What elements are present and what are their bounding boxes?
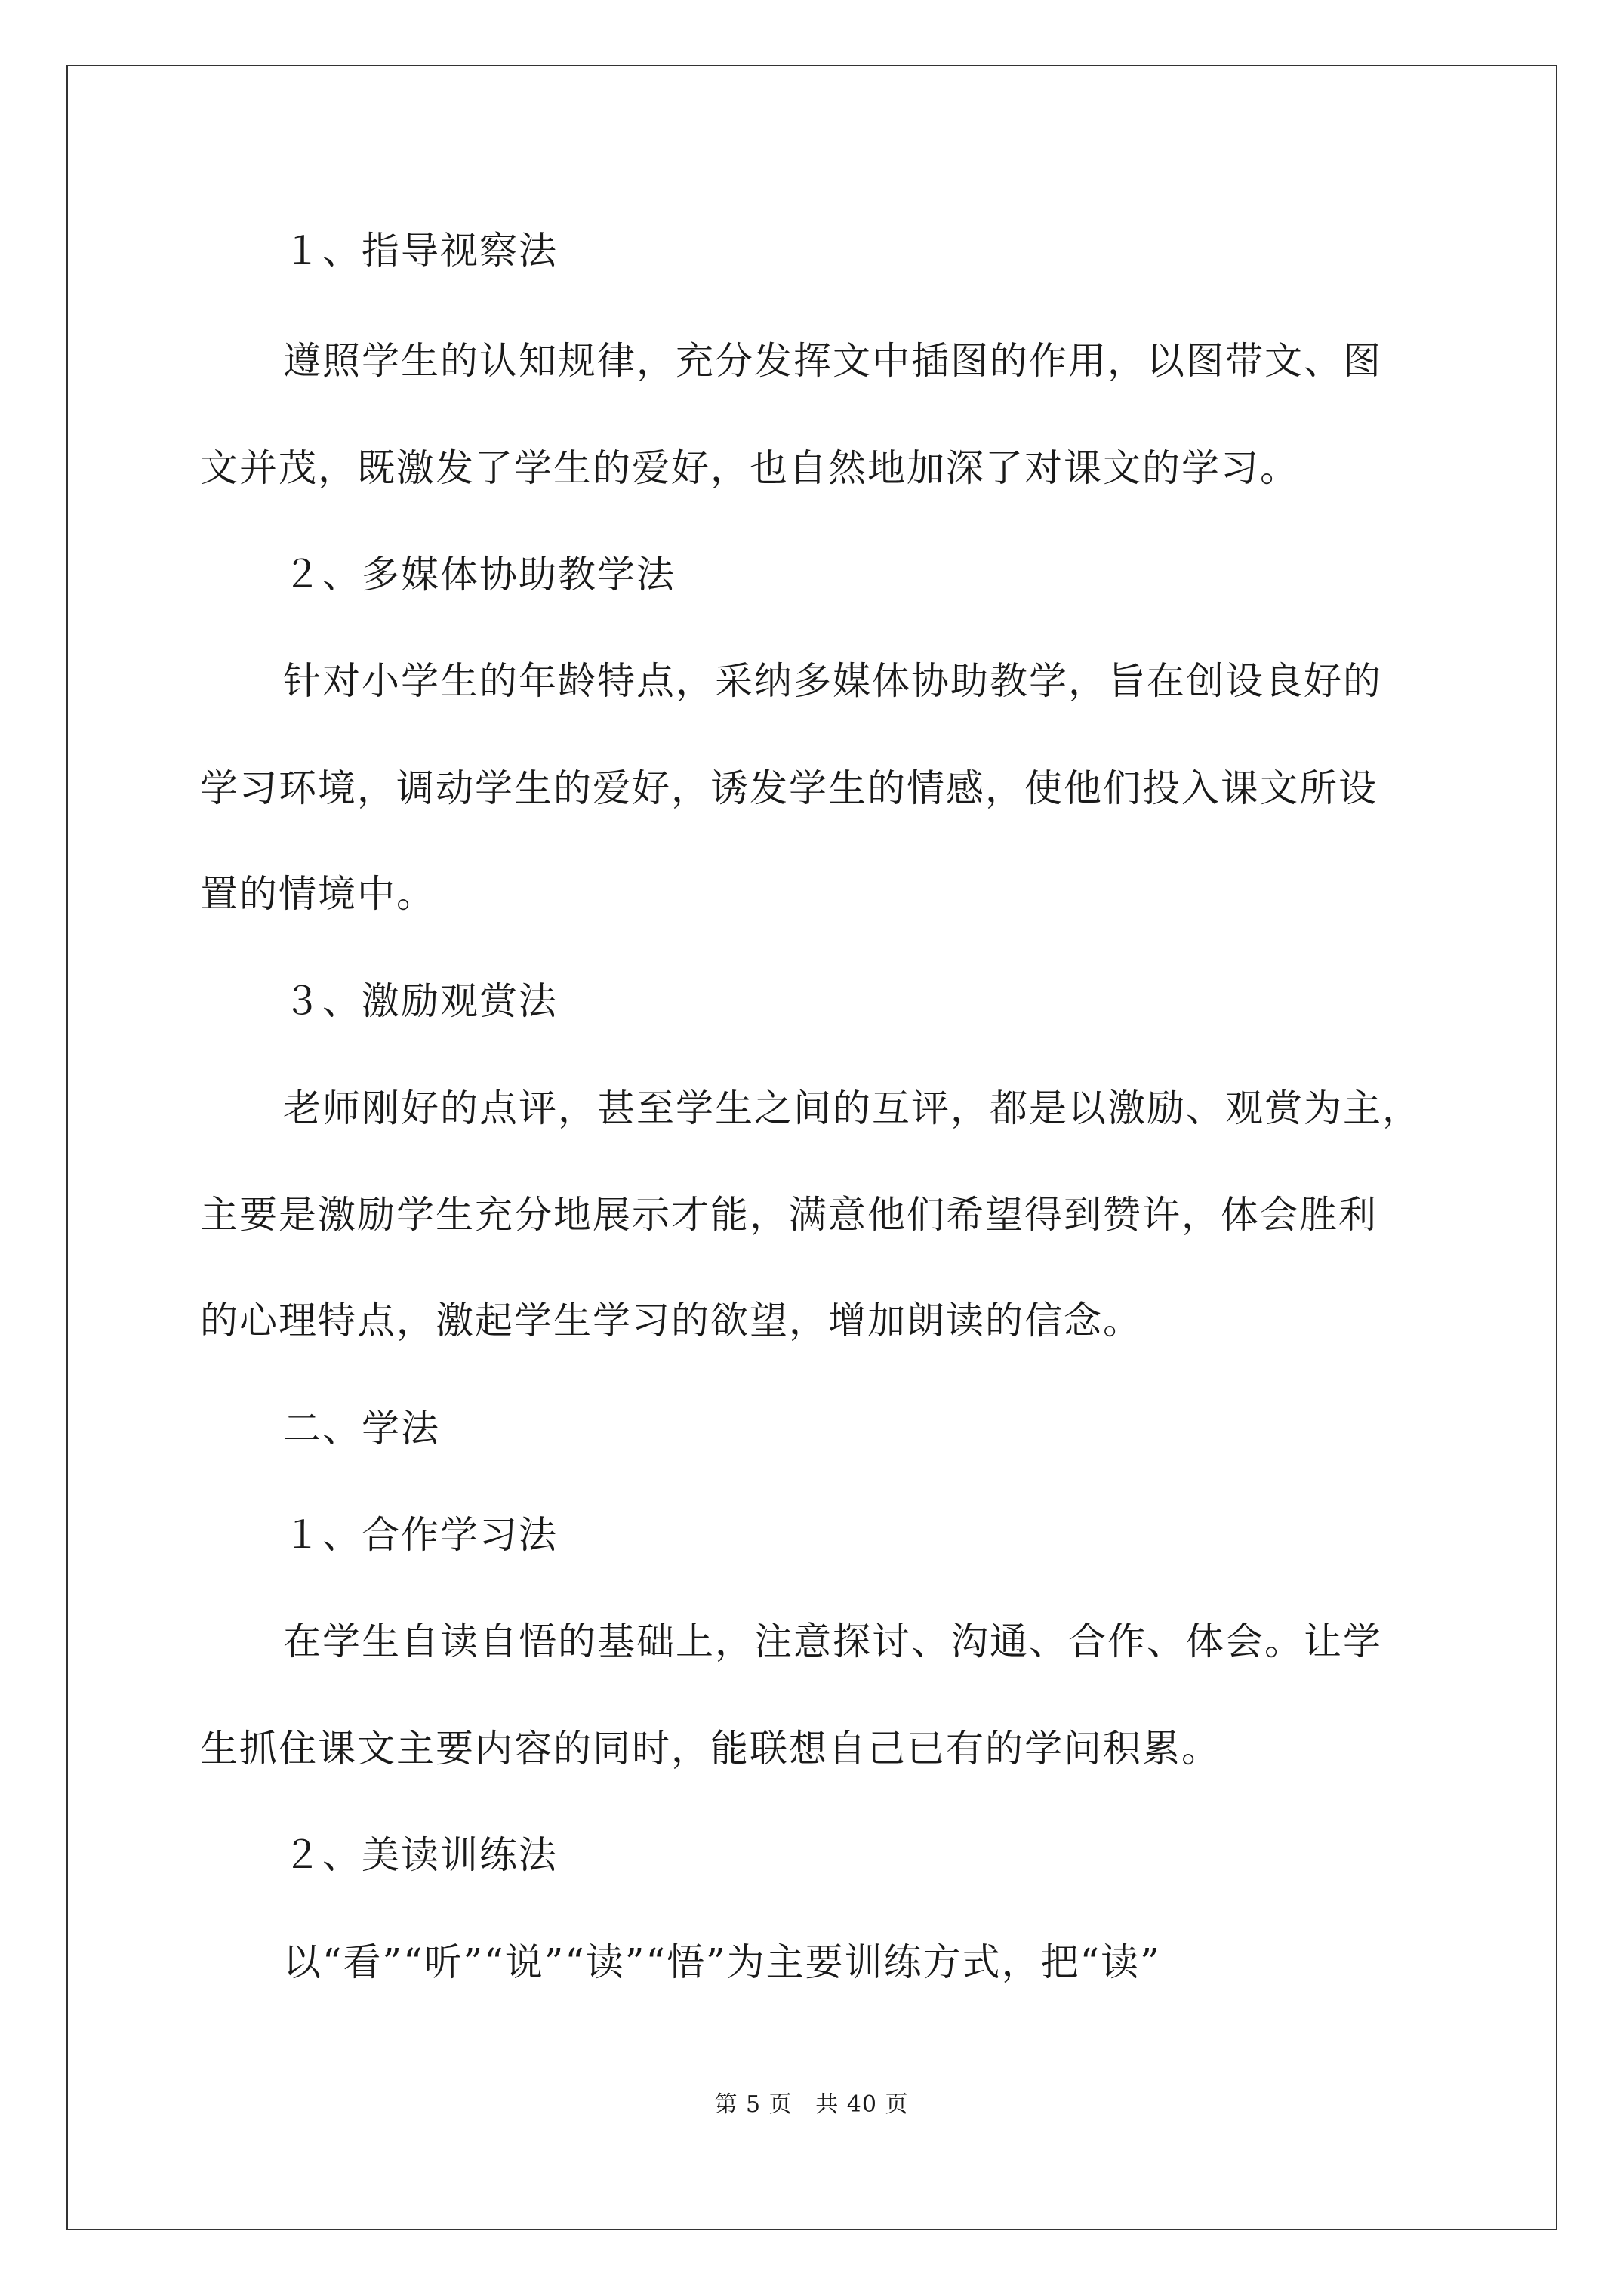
paragraph-line: 学习环境，调动学生的爱好，诱发学生的情感，使他们投入课文所设: [200, 766, 1378, 810]
page-total: 共 40 页: [815, 2091, 909, 2118]
section-heading-multimedia: ２、多媒体协助教学法: [283, 553, 676, 596]
page-number: 第 5 页: [714, 2091, 793, 2118]
paragraph-line: 以“看”“听”“说”“读”“悟”为主要训练方式，把“读”: [283, 1940, 1161, 1984]
paragraph-line: 的心理特点，激起学生学习的欲望，增加朗读的信念。: [200, 1299, 1142, 1342]
page-footer: [0, 2090, 1623, 2120]
paragraph-line: 老师刚好的点评，甚至学生之间的互评，都是以激励、观赏为主，: [283, 1086, 1421, 1130]
section-heading-cooperative: １、合作学习法: [283, 1513, 558, 1557]
paragraph-line: 在学生自读自悟的基础上，注意探讨、沟通、合作、体会。让学: [283, 1620, 1382, 1663]
paragraph-line: 置的情境中。: [200, 872, 436, 916]
section-heading-reading: ２、美读训练法: [283, 1833, 558, 1877]
paragraph-line: 针对小学生的年龄特点，采纳多媒体协助教学，旨在创设良好的: [283, 659, 1382, 703]
section-heading-observation: １、指导视察法: [283, 229, 558, 273]
paragraph-line: 生抓住课文主要内容的同时，能联想自己已有的学问积累。: [200, 1727, 1221, 1771]
section-heading-study-methods: 二、学法: [283, 1407, 440, 1450]
paragraph-line: 文并茂，既激发了学生的爱好，也自然地加深了对课文的学习。: [200, 446, 1299, 490]
paragraph-line: 主要是激励学生充分地展示才能，满意他们希望得到赞许，体会胜利: [200, 1193, 1378, 1237]
section-heading-encouragement: ３、激励观赏法: [283, 979, 558, 1023]
page-border: [66, 65, 1557, 2230]
paragraph-line: 遵照学生的认知规律，充分发挥文中插图的作用，以图带文、图: [283, 339, 1382, 383]
